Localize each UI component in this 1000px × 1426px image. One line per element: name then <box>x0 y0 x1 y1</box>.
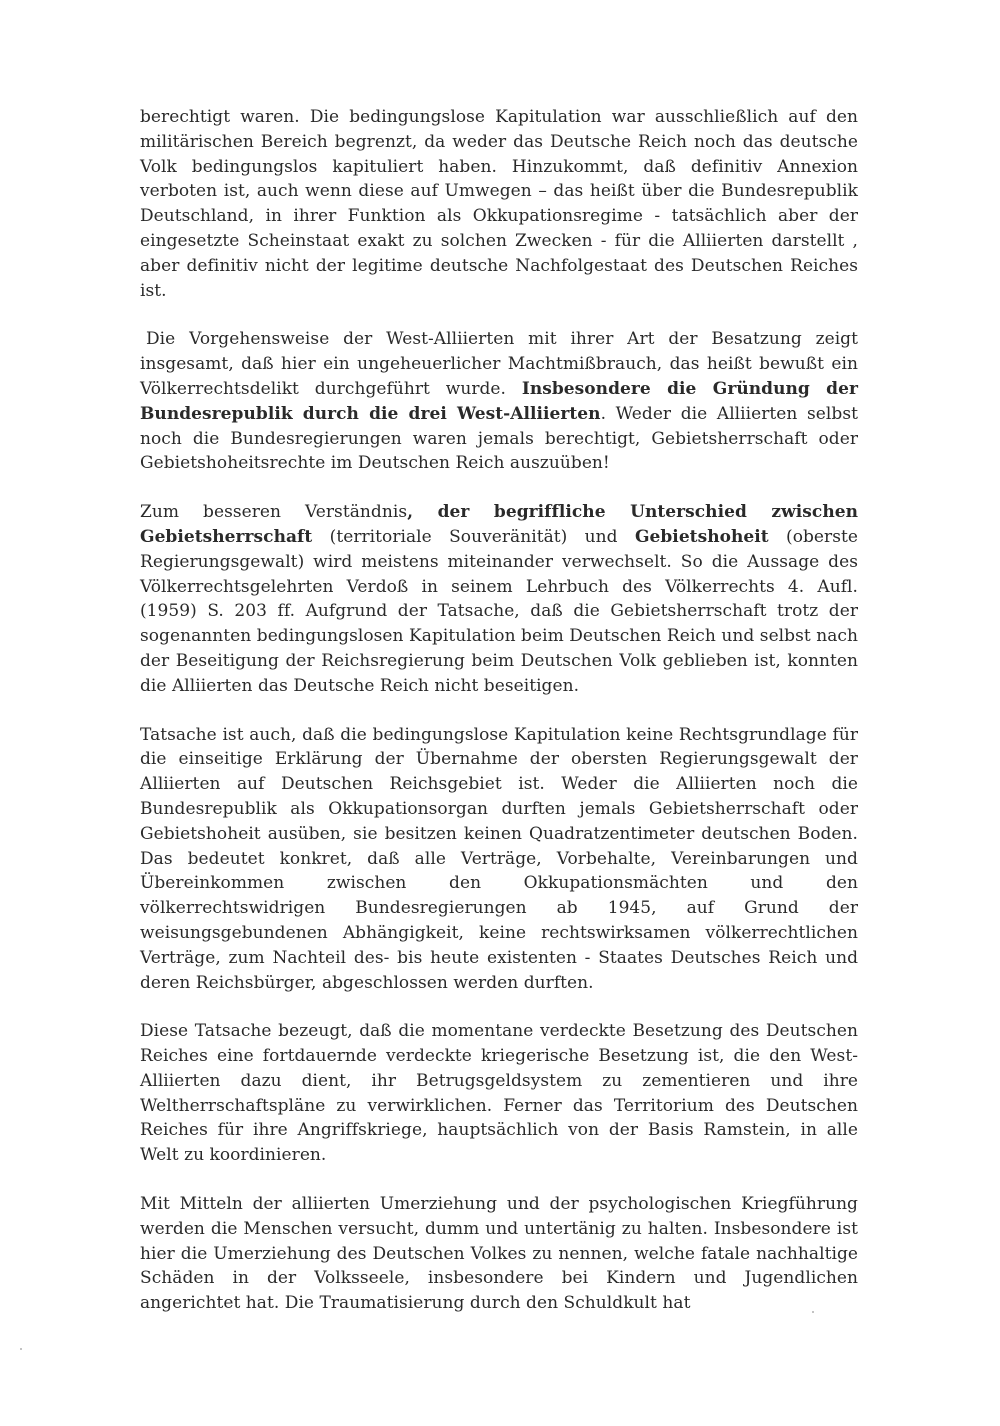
paragraph-1-text: berechtigt waren. Die bedingungslose Kapitulation war ausschließlich auf den militärischen Bereich begrenzt, da weder das Deutsche Reich noch das deutsche Volk bedingungslos kapituliert haben. Hinzukommt, daß definitiv Annexion verboten ist, auch wenn diese auf Umwegen – das heißt über die Bundesrepublik Deutschland, in ihrer Funktion als Okkupationsregime - tatsächlich aber der eingesetzte Scheinstaat exakt zu solchen Zwecken - für die Alliierten darstellt , aber definitiv nicht der legitime deutsche Nachfolgestaat des Deutschen Reiches ist. <box>140 107 858 301</box>
paragraph-3-text-b: (territoriale Souveränität) und <box>312 526 635 547</box>
paragraph-3-text-c: (oberste Regierungsgewalt) wird meistens miteinander verwechselt. So die Aussage des Völkerrechtsgelehrten Verdoß in seinem Lehrbuch des Völkerrechts 4. Aufl. (1959) S. 203 ff. Aufgrund der Tatsache, daß die Gebietsherrschaft trotz der sogenannten bedingungslosen Kapitulation beim Deutschen Reich und selbst nach der Beseitigung der Reichsregierung beim Deutschen Volk geblieben ist, konnten die Alliierten das Deutsche Reich nicht beseitigen. <box>140 526 858 696</box>
paragraph-3 <box>140 500 858 698</box>
paragraph-4 <box>140 723 858 996</box>
paragraph-3-bold-b: Gebietshoheit <box>634 526 769 547</box>
paragraph-6-text: Mit Mitteln der alliierten Umerziehung und der psychologischen Kriegführung werden die Menschen versucht, dumm und untertänig zu halten. Insbesondere ist hier die Umerziehung des Deutschen Volkes zu nennen, welche fatale nachhaltige Schäden in der Volksseele, insbesondere bei Kindern und Jugendlichen angerichtet hat. Die Traumatisierung durch den Schuldkult hat <box>140 1194 858 1314</box>
paragraph-3-bold-a: , der begriffliche Unterschied zwischen Gebietsherrschaft <box>140 502 859 547</box>
scan-speck <box>20 1348 22 1350</box>
scan-speck <box>812 1311 814 1313</box>
paragraph-5 <box>140 1019 858 1168</box>
paragraph-6 <box>140 1192 858 1316</box>
paragraph-2-bold: Insbesondere die Gründung der Bundesrepublik durch die drei West-Alliierten <box>140 378 858 424</box>
paragraph-5-text: Diese Tatsache bezeugt, daß die momentane verdeckte Besetzung des Deutschen Reiches eine fortdauernde verdeckte kriegerische Besetzung ist, die den West-Alliierten dazu dient, ihr Betrugsgeldsystem zu zementieren und ihre Weltherrschaftspläne zu verwirklichen. Ferner das Territorium des Deutschen Reiches für ihre Angriffskriege, hauptsächlich von der Basis Ramstein, in alle Welt zu koordinieren. <box>140 1021 858 1166</box>
document-page <box>140 105 858 1340</box>
paragraph-4-text: Tatsache ist auch, daß die bedingungslose Kapitulation keine Rechtsgrundlage für die einseitige Erklärung der Übernahme der obersten Regierungsgewalt der Alliierten auf Deutschen Reichsgebiet ist. Weder die Alliierten noch die Bundesrepublik als Okkupationsorgan durften jemals Gebietsherrschaft oder Gebietshoheit ausüben, sie besitzen keinen Quadratzentimeter deutschen Boden. Das bedeutet konkret, daß alle Verträge, Vorbehalte, Vereinbarungen und Übereinkommen zwischen den Okkupationsmächten und den völkerrechtswidrigen Bundesregierungen ab 1945, auf Grund der weisungsgebundenen Abhängigkeit, keine rechtswirksamen völkerrechtlichen Verträge, zum Nachteil des- bis heute existenten - Staates Deutsches Reich und deren Reichsbürger, abgeschlossen werden durften. <box>140 724 858 993</box>
paragraph-2-text-b: . Weder die Alliierten selbst noch die Bundesregierungen waren jemals berechtigt, Gebietsherrschaft oder Gebietshoheitsrechte im Deutschen Reich auszuüben! <box>140 403 858 474</box>
paragraph-2-text-a: Die Vorgehensweise der West-Alliierten mit ihrer Art der Besatzung zeigt insgesamt, daß hier ein ungeheuerlicher Machtmißbrauch, das heißt bewußt ein Völkerrechtsdelikt durchgeführt wurde. <box>140 329 858 399</box>
paragraph-2 <box>140 327 858 476</box>
paragraph-1 <box>140 105 858 303</box>
paragraph-3-text-a: Zum besseren Verständnis <box>140 502 408 523</box>
